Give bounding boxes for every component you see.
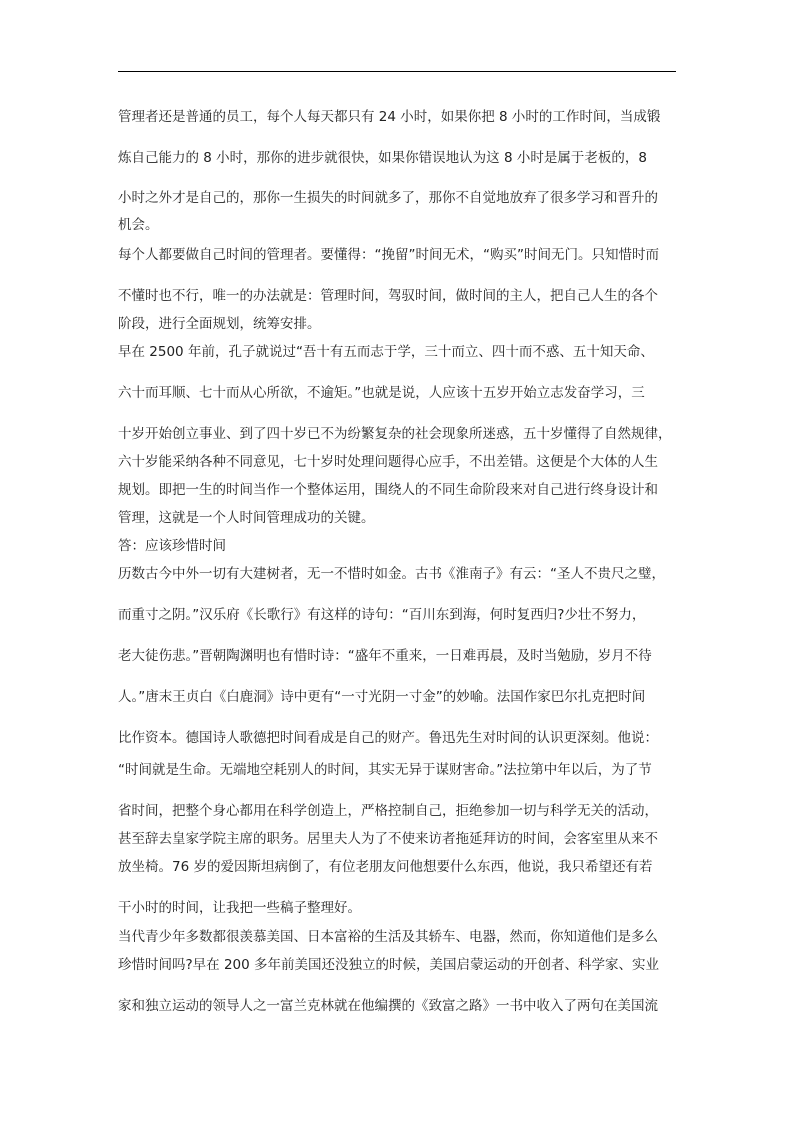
text-line: 早在 2500 年前，孔子就说过“吾十有五而志于学，三十而立、四十而不惑、五十知天命、: [118, 344, 654, 360]
text-line: 答：应该珍惜时间: [118, 538, 226, 554]
text-line: 当代青少年多数都很羡慕美国、日本富裕的生活及其轿车、电器，然而，你知道他们是多么: [118, 929, 658, 945]
text-line: 珍惜时间吗?早在 200 多年前美国还没独立的时候，美国启蒙运动的开创者、科学家、实业: [118, 957, 660, 973]
text-line: 六十而耳顺、七十而从心所欲，不逾矩。”也就是说，人应该十五岁开始立志发奋学习，三: [118, 385, 645, 401]
text-line: 十岁开始创立事业、到了四十岁已不为纷繁复杂的社会现象所迷惑，五十岁懂得了自然规律，: [118, 426, 672, 442]
text-line: “时间就是生命。无端地空耗别人的时间，其实无异于谋财害命。”法拉第中年以后，为了节: [118, 762, 652, 778]
text-line: 规划。即把一生的时间当作一个整体运用，围绕人的不同生命阶段来对自己进行终身设计和: [118, 482, 658, 498]
header-rule: [118, 71, 676, 72]
text-line: 历数古今中外一切有大建树者，无一不惜时如金。古书《淮南子》有云：“圣人不贵尺之璧，: [118, 566, 665, 582]
text-line: 炼自己能力的 8 小时，那你的进步就很快，如果你错误地认为这 8 小时是属于老板的，8: [118, 150, 647, 166]
text-line: 甚至辞去皇家学院主席的职务。居里夫人为了不使来访者拖延拜访的时间，会客室里从来不: [118, 831, 658, 847]
text-line: 干小时的时间，让我把一些稿子整理好。: [118, 900, 361, 916]
text-line: 管理者还是普通的员工，每个人每天都只有 24 小时，如果你把 8 小时的工作时间，当成锻: [118, 109, 661, 125]
text-line: 老大徒伤悲。”晋朝陶渊明也有惜时诗：“盛年不重来，一日难再晨，及时当勉励，岁月不待: [118, 648, 652, 664]
text-line: 机会。: [118, 217, 159, 233]
text-line: 阶段，进行全面规划，统筹安排。: [118, 316, 321, 332]
text-line: 省时间，把整个身心都用在科学创造上，严格控制自己，拒绝参加一切与科学无关的活动，: [118, 803, 658, 819]
text-line: 放坐椅。76 岁的爱因斯坦病倒了，有位老朋友问他想要什么东西，他说，我只希望还有若: [118, 859, 653, 875]
text-line: 比作资本。德国诗人歌德把时间看成是自己的财产。鲁迅先生对时间的认识更深刻。他说：: [118, 730, 658, 746]
text-line: 不懂时也不行，唯一的办法就是：管理时间，驾驭时间，做时间的主人，把自己人生的各个: [118, 288, 658, 304]
text-line: 人。”唐末王贞白《白鹿洞》诗中更有“一寸光阴一寸金”的妙喻。法国作家巴尔扎克把时间: [118, 689, 646, 705]
text-line: 而重寸之阴。”汉乐府《长歌行》有这样的诗句：“百川东到海，何时复西归?少壮不努力，: [118, 607, 646, 623]
text-line: 小时之外才是自己的，那你一生损失的时间就多了，那你不自觉地放弃了很多学习和晋升的: [118, 190, 658, 206]
text-line: 家和独立运动的领导人之一富兰克林就在他编撰的《致富之路》一书中收入了两句在美国流: [118, 998, 658, 1014]
text-line: 每个人都要做自己时间的管理者。要懂得：“挽留”时间无术，“购买”时间无门。只知惜时而: [118, 247, 659, 263]
text-line: 管理，这就是一个人时间管理成功的关键。: [118, 510, 375, 526]
text-line: 六十岁能采纳各种不同意见，七十岁时处理问题得心应手，不出差错。这便是个大体的人生: [118, 454, 658, 470]
